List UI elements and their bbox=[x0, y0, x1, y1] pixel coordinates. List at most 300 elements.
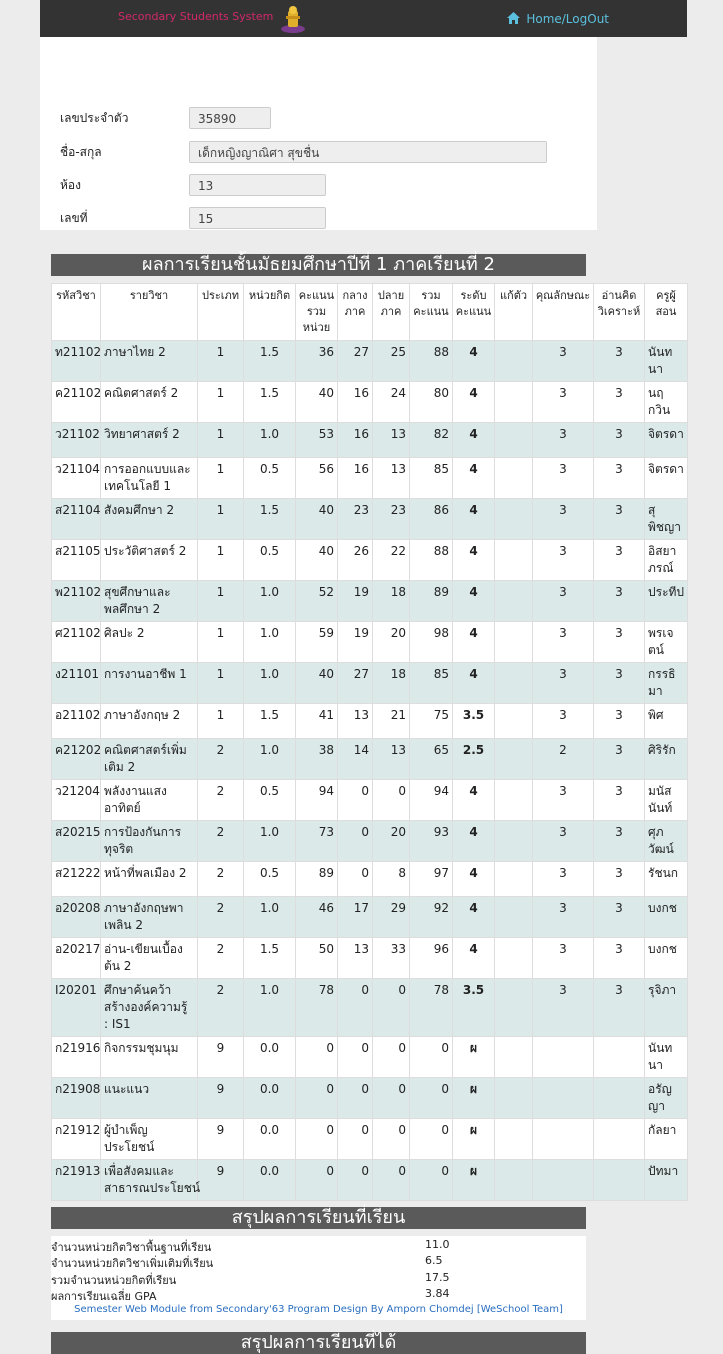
student-name-label: ชื่อ-สกุล bbox=[60, 145, 102, 159]
grade-row bbox=[52, 739, 688, 780]
subject-code-cell: ท21102 bbox=[52, 341, 101, 382]
room-label: ห้อง bbox=[60, 178, 81, 192]
retake-cell bbox=[495, 1119, 533, 1160]
score-unit-cell: 40 bbox=[296, 540, 338, 581]
grade-row bbox=[52, 862, 688, 897]
final-score-cell: 0 bbox=[373, 1037, 410, 1078]
col-header: แก้ตัว bbox=[495, 284, 533, 341]
reading-score-cell: 3 bbox=[594, 979, 645, 1037]
score-unit-cell: 0 bbox=[296, 1078, 338, 1119]
total-score-cell: 88 bbox=[410, 540, 453, 581]
credit-cell: 1.5 bbox=[244, 704, 296, 739]
score-unit-cell: 56 bbox=[296, 458, 338, 499]
teacher-cell: รัชนก bbox=[645, 862, 688, 897]
grade-cell: 4 bbox=[453, 862, 495, 897]
grade-cell: 4 bbox=[453, 581, 495, 622]
col-header: รหัสวิชา bbox=[52, 284, 101, 341]
grade-row bbox=[52, 780, 688, 821]
final-score-cell: 21 bbox=[373, 704, 410, 739]
app-brand[interactable]: Secondary Students System bbox=[118, 10, 274, 23]
retake-cell bbox=[495, 897, 533, 938]
summary-label: จำนวนหน่วยกิตวิชาเพิ่มเติมที่เรียน bbox=[51, 1257, 214, 1270]
credit-cell: 1.0 bbox=[244, 423, 296, 458]
grade-row bbox=[52, 1078, 688, 1119]
character-score-cell: 3 bbox=[533, 979, 594, 1037]
score-unit-cell: 41 bbox=[296, 704, 338, 739]
score-unit-cell: 73 bbox=[296, 821, 338, 862]
character-score-cell: 3 bbox=[533, 704, 594, 739]
subject-name-cell: การออกแบบและเทคโนโลยี 1 bbox=[101, 458, 198, 499]
character-score-cell: 3 bbox=[533, 458, 594, 499]
col-header: ระดับ คะแนน bbox=[453, 284, 495, 341]
character-score-cell: 3 bbox=[533, 663, 594, 704]
score-unit-cell: 40 bbox=[296, 382, 338, 423]
grade-cell: 2.5 bbox=[453, 739, 495, 780]
grade-row bbox=[52, 704, 688, 739]
reading-score-cell: 3 bbox=[594, 423, 645, 458]
score-unit-cell: 89 bbox=[296, 862, 338, 897]
midterm-score-cell: 19 bbox=[338, 581, 373, 622]
reading-score-cell: 3 bbox=[594, 382, 645, 423]
grade-row bbox=[52, 581, 688, 622]
summary2-title: สรุปผลการเรียนที่ได้ bbox=[51, 1332, 586, 1354]
subject-name-cell: ประวัติศาสตร์ 2 bbox=[101, 540, 198, 581]
student-info-card bbox=[40, 37, 597, 230]
retake-cell bbox=[495, 382, 533, 423]
retake-cell bbox=[495, 821, 533, 862]
total-score-cell: 78 bbox=[410, 979, 453, 1037]
summary-label: จำนวนหน่วยกิตวิชาพื้นฐานที่เรียน bbox=[51, 1241, 212, 1254]
final-score-cell: 20 bbox=[373, 622, 410, 663]
retake-cell bbox=[495, 1160, 533, 1201]
midterm-score-cell: 0 bbox=[338, 821, 373, 862]
subject-name-cell: พลังงานแสงอาทิตย์ bbox=[101, 780, 198, 821]
score-unit-cell: 40 bbox=[296, 663, 338, 704]
score-unit-cell: 59 bbox=[296, 622, 338, 663]
final-score-cell: 24 bbox=[373, 382, 410, 423]
total-score-cell: 85 bbox=[410, 458, 453, 499]
score-unit-cell: 0 bbox=[296, 1119, 338, 1160]
summary-label: ผลการเรียนเฉลี่ย GPA bbox=[51, 1290, 157, 1303]
final-score-cell: 25 bbox=[373, 341, 410, 382]
subject-name-cell: ภาษาอังกฤษพาเพลิน 2 bbox=[101, 897, 198, 938]
teacher-cell: กรรธิมา bbox=[645, 663, 688, 704]
footer-credit[interactable]: Semester Web Module from Secondary'63 Program Design By Amporn Chomdej [WeSchool Team] bbox=[74, 1304, 563, 1315]
summary-value: 3.84 bbox=[425, 1287, 450, 1300]
summary-row bbox=[51, 1254, 586, 1270]
col-header: ครูผู้ สอน bbox=[645, 284, 688, 341]
final-score-cell: 20 bbox=[373, 821, 410, 862]
retake-cell bbox=[495, 938, 533, 979]
retake-cell bbox=[495, 622, 533, 663]
summary-row bbox=[51, 1271, 586, 1287]
subject-name-cell: สุขศึกษาและพลศึกษา 2 bbox=[101, 581, 198, 622]
total-score-cell: 93 bbox=[410, 821, 453, 862]
subject-code-cell: ก21913 bbox=[52, 1160, 101, 1201]
total-score-cell: 96 bbox=[410, 938, 453, 979]
home-logout-link[interactable] bbox=[507, 12, 609, 26]
subject-name-cell: กิจกรรมชุมนุม bbox=[101, 1037, 198, 1078]
grade-row bbox=[52, 663, 688, 704]
subject-code-cell: พ21102 bbox=[52, 581, 101, 622]
character-score-cell: 3 bbox=[533, 499, 594, 540]
col-header: รวม คะแนน bbox=[410, 284, 453, 341]
reading-score-cell: 3 bbox=[594, 739, 645, 780]
grade-row bbox=[52, 979, 688, 1037]
subject-name-cell: ศิลปะ 2 bbox=[101, 622, 198, 663]
midterm-score-cell: 0 bbox=[338, 780, 373, 821]
subject-name-cell: วิทยาศาสตร์ 2 bbox=[101, 423, 198, 458]
credit-cell: 1.0 bbox=[244, 663, 296, 704]
col-header: กลาง ภาค bbox=[338, 284, 373, 341]
total-score-cell: 89 bbox=[410, 581, 453, 622]
home-icon bbox=[507, 12, 520, 24]
final-score-cell: 18 bbox=[373, 581, 410, 622]
teacher-cell: ปัทมา bbox=[645, 1160, 688, 1201]
summary-value: 11.0 bbox=[425, 1238, 450, 1251]
retake-cell bbox=[495, 341, 533, 382]
reading-score-cell: 3 bbox=[594, 622, 645, 663]
retake-cell bbox=[495, 862, 533, 897]
subject-code-cell: ก21916 bbox=[52, 1037, 101, 1078]
teacher-cell: รุจิภา bbox=[645, 979, 688, 1037]
subject-code-cell: ส21222 bbox=[52, 862, 101, 897]
reading-score-cell: 3 bbox=[594, 581, 645, 622]
subject-name-cell: หน้าที่พลเมือง 2 bbox=[101, 862, 198, 897]
midterm-score-cell: 23 bbox=[338, 499, 373, 540]
grade-cell: 4 bbox=[453, 540, 495, 581]
grades-title: ผลการเรียนชั้นมัธยมศึกษาปีที่ 1 ภาคเรียนที่ 2 bbox=[51, 254, 586, 276]
grade-cell: 4 bbox=[453, 897, 495, 938]
character-score-cell: 3 bbox=[533, 581, 594, 622]
teacher-cell: ศุภวัฒน์ bbox=[645, 821, 688, 862]
midterm-score-cell: 17 bbox=[338, 897, 373, 938]
subject-type-cell: 1 bbox=[198, 341, 244, 382]
credit-cell: 1.0 bbox=[244, 897, 296, 938]
subject-type-cell: 9 bbox=[198, 1119, 244, 1160]
reading-score-cell: 3 bbox=[594, 499, 645, 540]
final-score-cell: 33 bbox=[373, 938, 410, 979]
grade-cell: 4 bbox=[453, 458, 495, 499]
retake-cell bbox=[495, 540, 533, 581]
reading-score-cell: 3 bbox=[594, 704, 645, 739]
col-header: ปลาย ภาค bbox=[373, 284, 410, 341]
retake-cell bbox=[495, 663, 533, 704]
subject-type-cell: 2 bbox=[198, 821, 244, 862]
subject-type-cell: 2 bbox=[198, 739, 244, 780]
teacher-cell: บงกช bbox=[645, 938, 688, 979]
final-score-cell: 22 bbox=[373, 540, 410, 581]
subject-code-cell: อ20217 bbox=[52, 938, 101, 979]
score-unit-cell: 50 bbox=[296, 938, 338, 979]
total-score-cell: 88 bbox=[410, 341, 453, 382]
teacher-cell: นันทนา bbox=[645, 1037, 688, 1078]
midterm-score-cell: 27 bbox=[338, 341, 373, 382]
subject-name-cell: การป้องกันการทุจริต bbox=[101, 821, 198, 862]
character-score-cell bbox=[533, 1037, 594, 1078]
subject-type-cell: 1 bbox=[198, 382, 244, 423]
total-score-cell: 0 bbox=[410, 1037, 453, 1078]
retake-cell bbox=[495, 704, 533, 739]
character-score-cell: 3 bbox=[533, 622, 594, 663]
reading-score-cell: 3 bbox=[594, 938, 645, 979]
grade-cell: ผ bbox=[453, 1160, 495, 1201]
student-id-label: เลขประจำตัว bbox=[60, 111, 129, 125]
credit-cell: 0.0 bbox=[244, 1119, 296, 1160]
student-id-field[interactable]: 35890 bbox=[189, 107, 271, 129]
summary-value: 6.5 bbox=[425, 1254, 443, 1267]
credit-cell: 1.0 bbox=[244, 821, 296, 862]
subject-name-cell: อ่าน-เขียนเบื้องต้น 2 bbox=[101, 938, 198, 979]
subject-code-cell: ศ21102 bbox=[52, 622, 101, 663]
final-score-cell: 29 bbox=[373, 897, 410, 938]
teacher-cell: มนัสนันท์ bbox=[645, 780, 688, 821]
total-score-cell: 0 bbox=[410, 1119, 453, 1160]
home-logout-label: Home/LogOut bbox=[526, 12, 609, 26]
character-score-cell: 3 bbox=[533, 862, 594, 897]
teacher-cell: ศิริรัก bbox=[645, 739, 688, 780]
summary-title: สรุปผลการเรียนที่เรียน bbox=[51, 1207, 586, 1229]
grades-header-row bbox=[52, 284, 688, 341]
number-label: เลขที่ bbox=[60, 211, 88, 225]
character-score-cell: 2 bbox=[533, 739, 594, 780]
teacher-cell: จิตรดา bbox=[645, 458, 688, 499]
credit-cell: 1.5 bbox=[244, 499, 296, 540]
score-unit-cell: 53 bbox=[296, 423, 338, 458]
summary-value: 17.5 bbox=[425, 1271, 450, 1284]
credit-cell: 0.5 bbox=[244, 458, 296, 499]
subject-type-cell: 1 bbox=[198, 704, 244, 739]
total-score-cell: 85 bbox=[410, 663, 453, 704]
midterm-score-cell: 0 bbox=[338, 862, 373, 897]
teacher-cell: บงกช bbox=[645, 897, 688, 938]
character-score-cell bbox=[533, 1160, 594, 1201]
score-unit-cell: 78 bbox=[296, 979, 338, 1037]
reading-score-cell: 3 bbox=[594, 897, 645, 938]
total-score-cell: 94 bbox=[410, 780, 453, 821]
student-name-field[interactable]: เด็กหญิงญาณิศา สุขชื่น bbox=[189, 141, 547, 163]
grade-cell: ผ bbox=[453, 1037, 495, 1078]
grade-cell: 3.5 bbox=[453, 704, 495, 739]
credit-cell: 1.5 bbox=[244, 341, 296, 382]
midterm-score-cell: 16 bbox=[338, 423, 373, 458]
subject-type-cell: 1 bbox=[198, 540, 244, 581]
midterm-score-cell: 0 bbox=[338, 979, 373, 1037]
subject-type-cell: 2 bbox=[198, 897, 244, 938]
number-field[interactable]: 15 bbox=[189, 207, 326, 229]
teacher-cell: นันทนา bbox=[645, 341, 688, 382]
subject-code-cell: อ21102 bbox=[52, 704, 101, 739]
midterm-score-cell: 27 bbox=[338, 663, 373, 704]
score-unit-cell: 46 bbox=[296, 897, 338, 938]
teacher-cell: จิตรดา bbox=[645, 423, 688, 458]
subject-type-cell: 9 bbox=[198, 1160, 244, 1201]
midterm-score-cell: 14 bbox=[338, 739, 373, 780]
retake-cell bbox=[495, 458, 533, 499]
midterm-score-cell: 0 bbox=[338, 1160, 373, 1201]
reading-score-cell: 3 bbox=[594, 341, 645, 382]
room-field[interactable]: 13 bbox=[189, 174, 326, 196]
midterm-score-cell: 16 bbox=[338, 382, 373, 423]
retake-cell bbox=[495, 581, 533, 622]
total-score-cell: 0 bbox=[410, 1160, 453, 1201]
grade-row bbox=[52, 1119, 688, 1160]
final-score-cell: 18 bbox=[373, 663, 410, 704]
retake-cell bbox=[495, 1037, 533, 1078]
score-unit-cell: 52 bbox=[296, 581, 338, 622]
credit-cell: 0.5 bbox=[244, 780, 296, 821]
subject-code-cell: ส21105 bbox=[52, 540, 101, 581]
subject-type-cell: 1 bbox=[198, 663, 244, 704]
final-score-cell: 13 bbox=[373, 458, 410, 499]
subject-type-cell: 2 bbox=[198, 780, 244, 821]
character-score-cell: 3 bbox=[533, 341, 594, 382]
final-score-cell: 8 bbox=[373, 862, 410, 897]
subject-name-cell: ภาษาอังกฤษ 2 bbox=[101, 704, 198, 739]
credit-cell: 0.5 bbox=[244, 540, 296, 581]
grade-row bbox=[52, 458, 688, 499]
character-score-cell bbox=[533, 1078, 594, 1119]
subject-name-cell: เพื่อสังคมและสาธารณประโยชน์ bbox=[101, 1160, 198, 1201]
final-score-cell: 0 bbox=[373, 979, 410, 1037]
subject-code-cell: I20201 bbox=[52, 979, 101, 1037]
subject-type-cell: 1 bbox=[198, 499, 244, 540]
grade-cell: 4 bbox=[453, 622, 495, 663]
score-unit-cell: 94 bbox=[296, 780, 338, 821]
total-score-cell: 65 bbox=[410, 739, 453, 780]
midterm-score-cell: 26 bbox=[338, 540, 373, 581]
total-score-cell: 75 bbox=[410, 704, 453, 739]
character-score-cell: 3 bbox=[533, 938, 594, 979]
character-score-cell: 3 bbox=[533, 423, 594, 458]
midterm-score-cell: 19 bbox=[338, 622, 373, 663]
subject-name-cell: ผู้บำเพ็ญประโยชน์ bbox=[101, 1119, 198, 1160]
col-header: คะแนน รวม หน่วย bbox=[296, 284, 338, 341]
total-score-cell: 92 bbox=[410, 897, 453, 938]
retake-cell bbox=[495, 499, 533, 540]
teacher-cell: พิศ bbox=[645, 704, 688, 739]
score-unit-cell: 38 bbox=[296, 739, 338, 780]
grade-cell: 4 bbox=[453, 821, 495, 862]
grade-cell: 4 bbox=[453, 663, 495, 704]
grade-row bbox=[52, 897, 688, 938]
final-score-cell: 23 bbox=[373, 499, 410, 540]
summary-label: รวมจำนวนหน่วยกิตที่เรียน bbox=[51, 1274, 177, 1287]
reading-score-cell: 3 bbox=[594, 862, 645, 897]
total-score-cell: 98 bbox=[410, 622, 453, 663]
total-score-cell: 86 bbox=[410, 499, 453, 540]
final-score-cell: 0 bbox=[373, 780, 410, 821]
retake-cell bbox=[495, 423, 533, 458]
grade-cell: 4 bbox=[453, 341, 495, 382]
subject-code-cell: ส21104 bbox=[52, 499, 101, 540]
col-header: อ่านคิด วิเคราะห์ bbox=[594, 284, 645, 341]
reading-score-cell bbox=[594, 1119, 645, 1160]
reading-score-cell bbox=[594, 1078, 645, 1119]
credit-cell: 1.5 bbox=[244, 382, 296, 423]
col-header: ประเภท bbox=[198, 284, 244, 341]
subject-code-cell: ว21104 bbox=[52, 458, 101, 499]
retake-cell bbox=[495, 780, 533, 821]
midterm-score-cell: 13 bbox=[338, 704, 373, 739]
character-score-cell: 3 bbox=[533, 821, 594, 862]
final-score-cell: 13 bbox=[373, 423, 410, 458]
summary-row bbox=[51, 1287, 586, 1303]
score-unit-cell: 36 bbox=[296, 341, 338, 382]
subject-code-cell: ก21908 bbox=[52, 1078, 101, 1119]
subject-type-cell: 2 bbox=[198, 979, 244, 1037]
col-header: รายวิชา bbox=[101, 284, 198, 341]
subject-type-cell: 9 bbox=[198, 1078, 244, 1119]
character-score-cell: 3 bbox=[533, 540, 594, 581]
reading-score-cell: 3 bbox=[594, 663, 645, 704]
grade-row bbox=[52, 938, 688, 979]
subject-name-cell: คณิตศาสตร์ 2 bbox=[101, 382, 198, 423]
grade-row bbox=[52, 1160, 688, 1201]
midterm-score-cell: 0 bbox=[338, 1119, 373, 1160]
grade-cell: 4 bbox=[453, 382, 495, 423]
teacher-cell: ประทีป bbox=[645, 581, 688, 622]
subject-type-cell: 1 bbox=[198, 423, 244, 458]
grade-cell: ผ bbox=[453, 1078, 495, 1119]
grade-row bbox=[52, 1037, 688, 1078]
character-score-cell: 3 bbox=[533, 780, 594, 821]
subject-name-cell: ศึกษาค้นคว้าสร้างองค์ความรู้ : IS1 bbox=[101, 979, 198, 1037]
subject-type-cell: 9 bbox=[198, 1037, 244, 1078]
credit-cell: 0.5 bbox=[244, 862, 296, 897]
grades-table bbox=[51, 283, 688, 1201]
teacher-cell: กัลยา bbox=[645, 1119, 688, 1160]
final-score-cell: 13 bbox=[373, 739, 410, 780]
col-header: หน่วยกิต bbox=[244, 284, 296, 341]
midterm-score-cell: 0 bbox=[338, 1078, 373, 1119]
grade-row bbox=[52, 341, 688, 382]
subject-name-cell: การงานอาชีพ 1 bbox=[101, 663, 198, 704]
subject-type-cell: 2 bbox=[198, 938, 244, 979]
total-score-cell: 80 bbox=[410, 382, 453, 423]
teacher-cell: อิสยาภรณ์ bbox=[645, 540, 688, 581]
grade-cell: 4 bbox=[453, 780, 495, 821]
top-navbar bbox=[40, 0, 687, 37]
grade-cell: 4 bbox=[453, 499, 495, 540]
grade-row bbox=[52, 499, 688, 540]
credit-cell: 1.0 bbox=[244, 979, 296, 1037]
grade-cell: ผ bbox=[453, 1119, 495, 1160]
final-score-cell: 0 bbox=[373, 1078, 410, 1119]
subject-code-cell: ว21204 bbox=[52, 780, 101, 821]
subject-type-cell: 1 bbox=[198, 622, 244, 663]
grade-cell: 4 bbox=[453, 423, 495, 458]
credit-cell: 1.0 bbox=[244, 581, 296, 622]
subject-code-cell: ค21202 bbox=[52, 739, 101, 780]
subject-code-cell: อ20208 bbox=[52, 897, 101, 938]
credit-cell: 0.0 bbox=[244, 1037, 296, 1078]
subject-code-cell: ว21102 bbox=[52, 423, 101, 458]
reading-score-cell: 3 bbox=[594, 540, 645, 581]
grade-row bbox=[52, 382, 688, 423]
credit-cell: 0.0 bbox=[244, 1078, 296, 1119]
final-score-cell: 0 bbox=[373, 1160, 410, 1201]
final-score-cell: 0 bbox=[373, 1119, 410, 1160]
subject-type-cell: 1 bbox=[198, 581, 244, 622]
subject-type-cell: 1 bbox=[198, 458, 244, 499]
subject-type-cell: 2 bbox=[198, 862, 244, 897]
total-score-cell: 82 bbox=[410, 423, 453, 458]
subject-name-cell: คณิตศาสตร์เพิ่มเติม 2 bbox=[101, 739, 198, 780]
subject-code-cell: ส20215 bbox=[52, 821, 101, 862]
character-score-cell bbox=[533, 1119, 594, 1160]
grade-row bbox=[52, 821, 688, 862]
